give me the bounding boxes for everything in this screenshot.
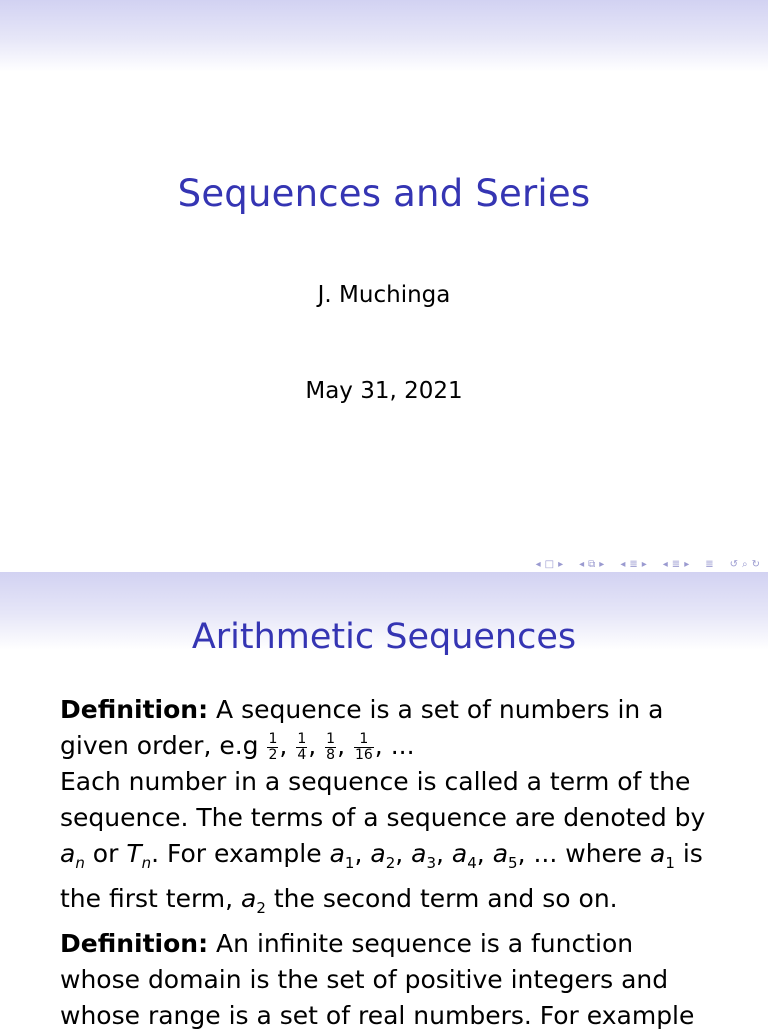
definition-text: An infinite sequence is a function whose domain is the set of positive integers and whose range is a set of real numbers. For example: [60, 929, 695, 1030]
nav-search-icon[interactable]: ⌕: [742, 558, 748, 570]
beamer-navigation-bar[interactable]: [536, 555, 760, 572]
nav-prev-page-icon[interactable]: ◂: [662, 558, 668, 570]
nav-outline-icon[interactable]: ≣: [705, 558, 714, 570]
nav-page-icon[interactable]: ≣: [671, 558, 681, 570]
paragraph-definition-infinite: [60, 926, 720, 1034]
nav-prev-section-icon[interactable]: ◂: [620, 558, 626, 570]
definition-text: A sequence is a set of numbers in a given order, e.g: [60, 695, 664, 760]
nav-prev-subsection-icon[interactable]: ◂: [579, 558, 585, 570]
fraction: $\frac{1}{4}$: [297, 730, 307, 763]
fraction: $\frac{1}{16}$: [354, 730, 373, 763]
nav-back-icon[interactable]: ↺: [729, 558, 738, 570]
slide-header-band: [0, 0, 768, 72]
nav-section-icon[interactable]: ≣: [629, 558, 638, 570]
fraction: $\frac{1}{8}$: [326, 730, 336, 763]
paragraph-definition-sequence: Definition: A sequence is a set of numbers in a given order, e.g $\frac{1}{2}$ , $\frac{1}{4}$ , $\frac{1}{8}$ , $\frac{1}{16}$ , ...: [60, 695, 664, 763]
nav-subsection-icon[interactable]: ⧉: [588, 558, 596, 570]
slide-title: Arithmetic Sequences: [191, 617, 577, 657]
presentation-title: Sequences and Series: [177, 172, 591, 215]
fraction: $\frac{1}{2}$: [268, 730, 278, 763]
definition-label: Definition:: [60, 695, 209, 724]
nav-next-section-icon[interactable]: ▸: [641, 558, 647, 570]
nav-next-frame-icon[interactable]: ▸: [558, 558, 564, 570]
slide-body: [60, 692, 720, 1034]
presentation-date: May 31, 2021: [305, 378, 463, 404]
ellipsis: , ...: [374, 731, 415, 760]
definition-label: Definition:: [60, 929, 209, 958]
author-name: J. Muchinga: [317, 282, 451, 308]
nav-next-subsection-icon[interactable]: ▸: [599, 558, 605, 570]
paragraph-terms: Each number in a sequence is called a term of the sequence. The terms of a sequence are denoted by $a_n$ or $T_n$. For example $a_1$, $a_2$, $a_3$, $a_4$, $a_5$, ... where $a_1$ is the first term, $a_2$ the second term and so on.: [60, 767, 706, 917]
nav-frame-icon[interactable]: □: [544, 558, 555, 570]
nav-next-page-icon[interactable]: ▸: [684, 558, 690, 570]
nav-prev-frame-icon[interactable]: ◂: [535, 558, 541, 570]
nav-forward-icon[interactable]: ↻: [751, 558, 760, 570]
